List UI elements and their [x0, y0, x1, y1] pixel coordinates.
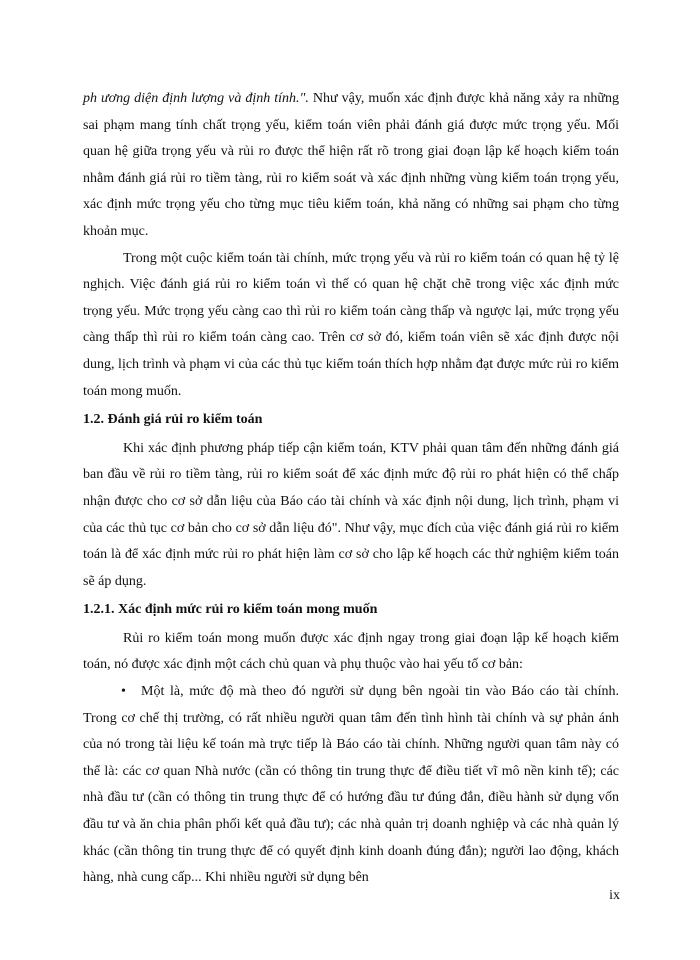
bullet-paragraph: [83, 679, 619, 892]
page-number: ix: [609, 888, 620, 903]
bullet-text: Một là, mức độ mà theo đó người sử dụng bên ngoài tin vào Báo cáo tài chính. Trong cơ chế thị trường, có rất nhiều người quan tâm đến tình hình tài chính và sự phản ánh của nó trong tài liệu kế toán mà trực tiếp là Báo cáo tài chính. Những người quan tâm này có thể là: các cơ quan Nhà nước (cần có thông tin trung thực để điều tiết vĩ mô nền kinh tế); các nhà đầu tư (cần có thông tin trung thực để có hướng đầu tư đúng đắn, điều hành sử dụng vốn đầu tư và ăn chia phân phối kết quả đầu tư); các nhà quản trị doanh nghiệp và các nhà quản lý khác (cần thông tin trung thực để có quyết định kinh doanh đúng đắn); người lao động, khách hàng, nhà cung cấp... Khi nhiều người sử dụng bên: [83, 684, 619, 886]
italic-quote-end: ph ương diện định lượng và định tính.".: [83, 91, 309, 106]
paragraph-desired-risk: Rủi ro kiểm toán mong muốn được xác định ngay trong giai đoạn lập kế hoạch kiểm toán, nó được xác định một cách chủ quan và phụ thuộc vào hai yếu tố cơ bản:: [83, 630, 619, 673]
page-body: [83, 86, 619, 892]
section-heading-1-2: 1.2. Đánh giá rủi ro kiểm toán: [83, 412, 263, 428]
paragraph-continued: [83, 86, 619, 246]
section-heading-1-2-1: 1.2.1. Xác định mức rủi ro kiểm toán mong muốn: [83, 602, 378, 618]
paragraph-text: Như vậy, muốn xác định được khả năng xảy ra những sai phạm mang tính chất trọng yếu, kiểm toán viên phải đánh giá được mức trọng yếu. Mối quan hệ giữa trọng yếu và rủi ro được thể hiện rất rõ trong giai đoạn lập kế hoạch kiểm toán nhằm đánh giá rủi ro tiềm tàng, rủi ro kiểm soát và xác định những vùng kiểm toán trọng yếu, xác định mức trọng yếu cho từng mục tiêu kiểm toán, khả năng có những sai phạm cho từng khoản mục.: [83, 91, 619, 239]
paragraph-risk-assessment: Khi xác định phương pháp tiếp cận kiểm toán, KTV phải quan tâm đến những đánh giá ban đầu về rủi ro tiềm tàng, rủi ro kiểm soát để xác định mức độ rủi ro phát hiện có thể chấp nhận được cho cơ sở dẫn liệu của Báo cáo tài chính và xác định nội dung, lịch trình, phạm vi của các thủ tục cơ bản cho cơ sở dẫn liệu đó". Như vậy, mục đích của việc đánh giá rủi ro kiểm toán là để xác định mức rủi ro phát hiện làm cơ sở cho lập kế hoạch các thử nghiệm kiểm toán sẽ áp dụng.: [83, 440, 619, 589]
paragraph-materiality-risk: Trong một cuộc kiểm toán tài chính, mức trọng yếu và rủi ro kiểm toán có quan hệ tỷ lệ nghịch. Việc đánh giá rủi ro kiểm toán vì thế có quan hệ chặt chẽ trong việc xác định mức trọng yếu. Mức trọng yếu càng cao thì rủi ro kiểm toán càng thấp và ngược lại, mức trọng yếu càng thấp thì rủi ro kiểm toán càng cao. Trên cơ sở đó, kiểm toán viên sẽ xác định được nội dung, lịch trình và phạm vi của các thủ tục kiểm toán thích hợp nhằm đạt được mức rủi ro kiểm toán mong muốn.: [83, 250, 619, 399]
bullet-icon: •: [121, 684, 126, 700]
